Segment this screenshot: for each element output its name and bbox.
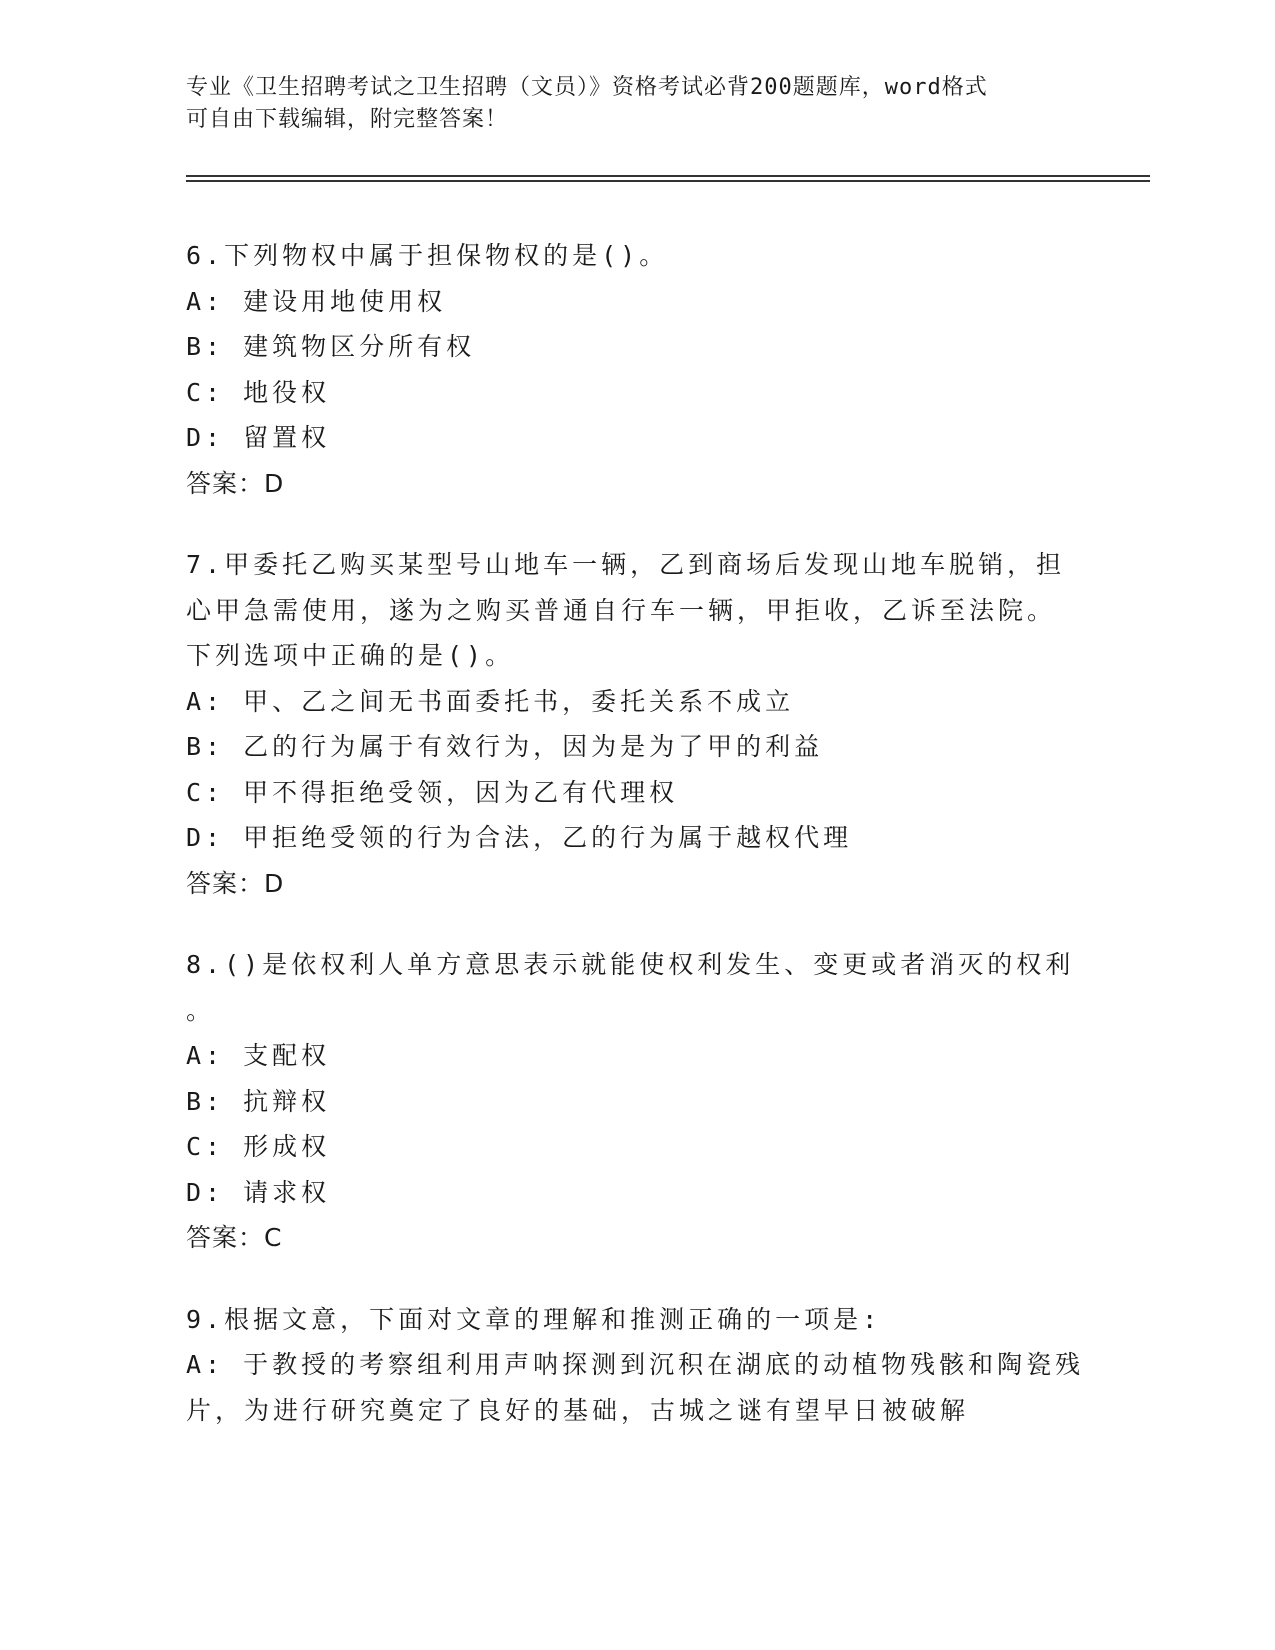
option-a: A: 甲、乙之间无书面委托书，委托关系不成立 — [186, 686, 795, 716]
option-b: B: 乙的行为属于有效行为，因为是为了甲的利益 — [186, 732, 824, 761]
question-7 — [186, 542, 1086, 906]
option-d: D: 请求权 — [186, 1177, 331, 1207]
option-a-continued: 片，为进行研究奠定了良好的基础，古城之谜有望早日被破解 — [186, 1395, 970, 1425]
option-c: C: 地役权 — [186, 377, 331, 407]
option-a: A: 于教授的考察组利用声呐探测到沉积在湖底的动植物残骸和陶瓷残 — [186, 1350, 1085, 1379]
question-text: 。 — [186, 995, 216, 1025]
option-a: A: 建设用地使用权 — [186, 286, 447, 316]
option-c: C: 形成权 — [186, 1132, 331, 1161]
question-6 — [186, 233, 1086, 506]
question-text: 8.()是依权利人单方意思表示就能使权利发生、变更或者消灭的权利 — [186, 950, 1075, 979]
option-a: A: 支配权 — [186, 1041, 331, 1070]
question-9 — [186, 1297, 1086, 1434]
question-text: 6.下列物权中属于担保物权的是()。 — [186, 241, 669, 270]
question-8 — [186, 942, 1086, 1261]
option-b: B: 抗辩权 — [186, 1086, 331, 1116]
question-text: 9.根据文意，下面对文章的理解和推测正确的一项是: — [186, 1304, 882, 1334]
question-text: 7.甲委托乙购买某型号山地车一辆，乙到商场后发现山地车脱销，担 — [186, 550, 1066, 579]
answer: 答案：C — [186, 1223, 283, 1252]
option-b: B: 建筑物区分所有权 — [186, 332, 476, 361]
option-d: D: 甲拒绝受领的行为合法，乙的行为属于越权代理 — [186, 823, 853, 852]
option-d: D: 留置权 — [186, 423, 331, 452]
question-text: 心甲急需使用，遂为之购买普通自行车一辆，甲拒收，乙诉至法院。 — [186, 595, 1057, 625]
header-divider-top — [186, 175, 1150, 177]
option-c: C: 甲不得拒绝受领，因为乙有代理权 — [186, 777, 679, 807]
answer: 答案：D — [186, 468, 285, 498]
header-line-1: 专业《卫生招聘考试之卫生招聘（文员）》资格考试必背200题题库，word格式 — [186, 75, 988, 100]
document-header — [186, 72, 1066, 136]
header-line-2: 可自由下载编辑，附完整答案！ — [186, 107, 509, 132]
question-text: 下列选项中正确的是()。 — [186, 641, 515, 670]
header-divider-bottom — [186, 180, 1150, 182]
answer: 答案：D — [186, 868, 285, 898]
question-list — [186, 233, 1086, 1469]
